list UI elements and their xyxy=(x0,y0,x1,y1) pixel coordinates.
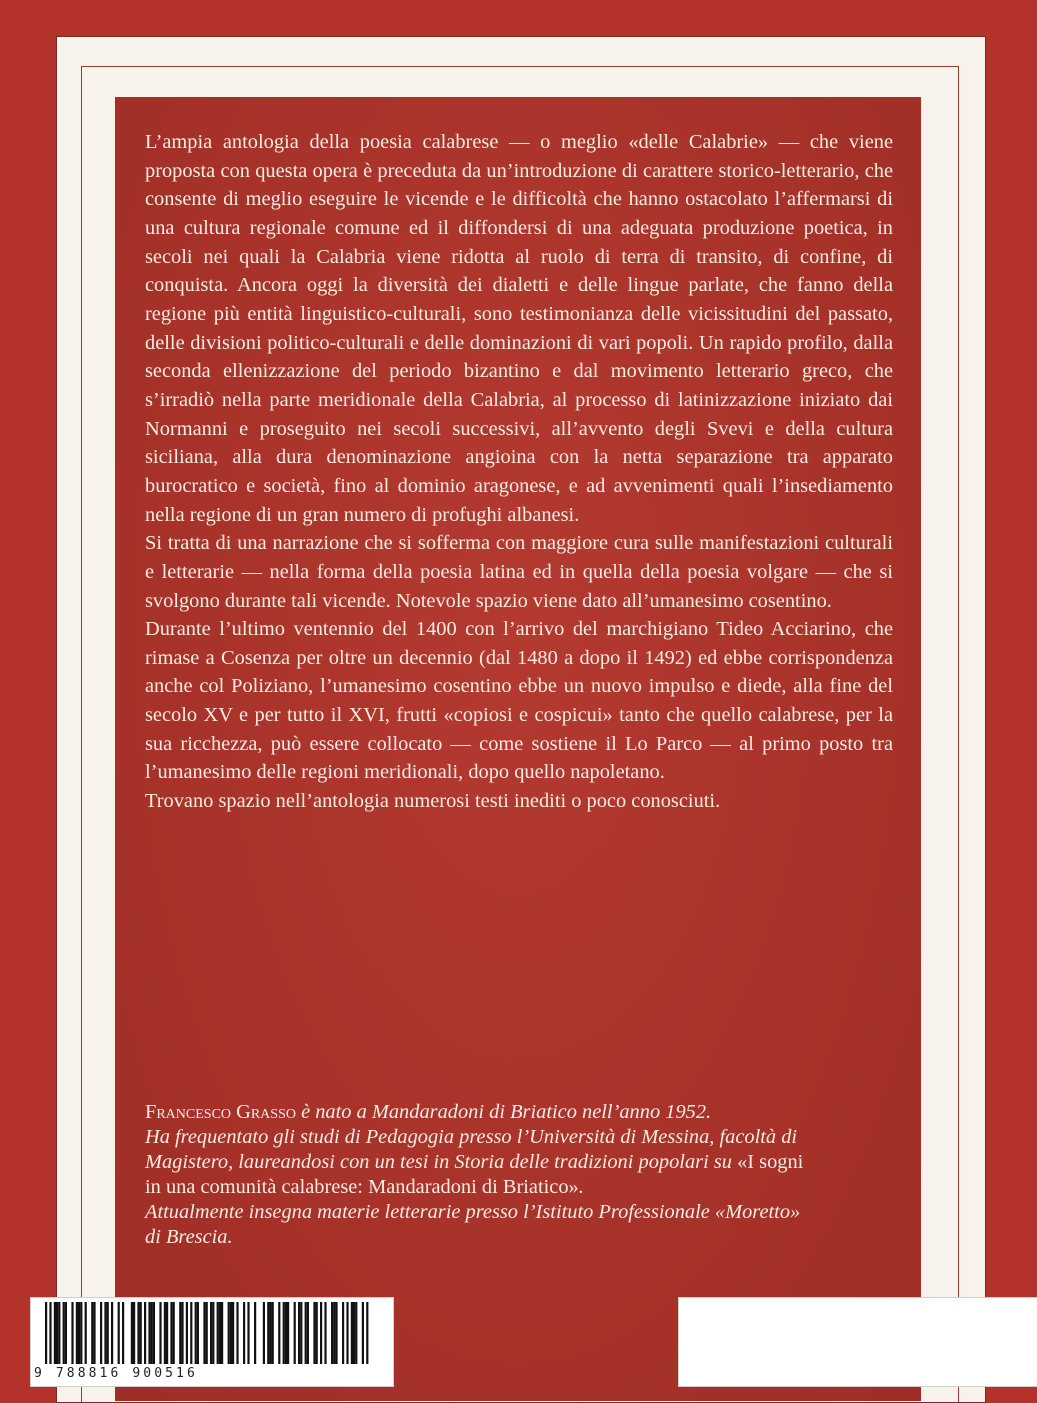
barcode-bar xyxy=(93,1302,95,1364)
barcode-icon xyxy=(31,1298,393,1368)
barcode-bar xyxy=(331,1302,333,1364)
barcode-bar xyxy=(210,1302,212,1364)
barcode-bar xyxy=(263,1302,265,1364)
author-name: Francesco Grasso xyxy=(145,1101,296,1123)
barcode-bar xyxy=(131,1302,133,1364)
blurb-text xyxy=(145,128,893,816)
barcode-bar xyxy=(45,1302,47,1364)
barcode-bar xyxy=(278,1302,280,1364)
barcode-bar xyxy=(267,1302,269,1364)
barcode-bar xyxy=(232,1302,234,1364)
barcode-bar xyxy=(228,1302,230,1364)
barcode-bar xyxy=(351,1302,353,1364)
barcode-bar xyxy=(166,1302,168,1364)
barcode-bar xyxy=(76,1302,78,1364)
barcode-bar xyxy=(366,1302,368,1364)
blurb-paragraph-1: L’ampia antologia della poesia calabrese — o meglio «delle Calabrie» — che viene proposta con questa opera è preceduta da un’introduzione di carattere storico-letterario, che consente di meglio eseguire le vicende e le difficoltà che hanno ostacolato l’affermarsi di una cultura regionale comune ed il diffondersi di una adeguata produzione poetica, in secoli nei quali la Calabria viene ridotta al ruolo di terra di transito, di confine, di conquista. Ancora oggi la diversità dei dialetti e delle lingue parlate, che fanno della regione più entità linguistico-culturali, sono testimonianza delle vicissitudini del passato, delle divisioni politico-culturali e delle dominazioni di vari popoli. Un rapido profilo, dalla seconda ellenizzazione del periodo bizantino e dal movimento letterario greco, che s’irradiò nella parte meridionale della Calabria, al processo di latinizzazione iniziato dai Normanni e proseguito nei secoli successivi, all’avvento degli Svevi e della cultura siciliana, alla dura denominazione angioina con la netta separazione tra apparato burocratico e società, fino al dominio aragonese, e ad avvenimenti quali l’insediamento nella regione di un gran numero di profughi albanesi. xyxy=(145,131,893,526)
barcode-bar xyxy=(140,1302,142,1364)
barcode-bar xyxy=(342,1302,344,1364)
barcode-bar xyxy=(164,1302,166,1364)
barcode-bar xyxy=(144,1302,146,1364)
barcode-bar xyxy=(230,1302,232,1364)
barcode-bar xyxy=(247,1302,249,1364)
barcode-bar xyxy=(219,1302,221,1364)
barcode-bar xyxy=(195,1302,197,1364)
barcode-bar xyxy=(283,1302,285,1364)
isbn-digits: 9 788816 900516 xyxy=(34,1366,198,1381)
bio-line-6: di Brescia. xyxy=(145,1226,233,1248)
barcode-bar xyxy=(254,1302,256,1364)
barcode-bar xyxy=(197,1302,199,1364)
author-bio xyxy=(145,1100,905,1250)
barcode-bar xyxy=(54,1302,56,1364)
barcode-bar xyxy=(217,1302,219,1364)
barcode-bar xyxy=(122,1302,124,1364)
barcode-bar xyxy=(137,1302,139,1364)
barcode-bar xyxy=(80,1302,82,1364)
bio-line-4: in una comunità calabrese: Mandaradoni di Briatico». xyxy=(145,1176,584,1198)
barcode-bar xyxy=(272,1302,274,1364)
barcode-bar xyxy=(78,1302,80,1364)
barcode-bar xyxy=(181,1302,183,1364)
barcode-bar xyxy=(133,1302,135,1364)
barcode-bar xyxy=(236,1302,238,1364)
barcode-bar xyxy=(186,1302,188,1364)
bio-line-3: Magistero, laureandosi con un tesi in Storia delle tradizioni popolari su «I sogni xyxy=(145,1151,804,1173)
barcode-bar xyxy=(118,1302,120,1364)
barcode-bar xyxy=(203,1302,205,1364)
barcode-bar xyxy=(206,1302,208,1364)
barcode-bar xyxy=(56,1302,58,1364)
barcode-bar xyxy=(324,1302,326,1364)
barcode-bar xyxy=(335,1302,337,1364)
barcode-bar xyxy=(212,1302,214,1364)
barcode-bar xyxy=(91,1302,93,1364)
barcode-bar xyxy=(305,1302,307,1364)
price-sticker xyxy=(678,1297,1037,1387)
barcode-bar xyxy=(170,1302,172,1364)
barcode-bar xyxy=(85,1302,87,1364)
barcode-bar xyxy=(49,1302,51,1364)
bio-line-2: Ha frequentato gli studi di Pedagogia presso l’Università di Messina, facoltà di xyxy=(145,1126,798,1148)
blurb-paragraph-4: Trovano spazio nell’antologia numerosi testi inediti o poco conosciuti. xyxy=(145,790,721,813)
barcode-bar xyxy=(148,1302,150,1364)
barcode-bar xyxy=(307,1302,309,1364)
barcode-bar xyxy=(63,1302,65,1364)
barcode-bar xyxy=(362,1302,364,1364)
barcode-bar xyxy=(320,1302,322,1364)
barcode-bar xyxy=(333,1302,335,1364)
barcode-bar xyxy=(58,1302,60,1364)
barcode-bar xyxy=(221,1302,223,1364)
bio-line-1: Francesco Grasso è nato a Mandaradoni di Briatico nell’anno 1952. xyxy=(145,1101,712,1123)
barcode-bar xyxy=(151,1302,153,1364)
blurb-paragraph-2: Si tratta di una narrazione che si sofferma con maggiore cura sulle manifestazioni culturali e letterarie — nella forma della poesia latina ed in quella della poesia volgare — che si svolgono durante tali vicende. Notevole spazio viene dato all’umanesimo cosentino. xyxy=(145,532,893,612)
barcode-bar xyxy=(111,1302,113,1364)
barcode-bar xyxy=(71,1302,73,1364)
barcode-bar xyxy=(243,1302,245,1364)
bio-line-5: Attualmente insegna materie letterarie presso l’Istituto Professionale «Moretto» xyxy=(145,1201,801,1223)
barcode-bar xyxy=(285,1302,287,1364)
barcode-bar xyxy=(346,1302,348,1364)
barcode-bar xyxy=(65,1302,67,1364)
barcode-bar xyxy=(294,1302,296,1364)
barcode-bar xyxy=(353,1302,355,1364)
barcode-bar xyxy=(104,1302,106,1364)
barcode-bar xyxy=(190,1302,192,1364)
barcode-bar xyxy=(355,1302,357,1364)
barcode-bar xyxy=(153,1302,155,1364)
barcode-bar xyxy=(287,1302,289,1364)
barcode-bar xyxy=(173,1302,175,1364)
barcode-bar xyxy=(107,1302,109,1364)
barcode-bar xyxy=(179,1302,181,1364)
barcode-bar xyxy=(159,1302,161,1364)
barcode-bar xyxy=(313,1302,315,1364)
barcode-bar xyxy=(300,1302,302,1364)
barcode-bar xyxy=(100,1302,102,1364)
barcode-bar xyxy=(269,1302,271,1364)
barcode-bar xyxy=(298,1302,300,1364)
barcode-sticker xyxy=(30,1297,394,1387)
barcode-bar xyxy=(316,1302,318,1364)
blurb-paragraph-3: Durante l’ultimo ventennio del 1400 con l’arrivo del marchigiano Tideo Acciarino, che rimase a Cosenza per oltre un decennio (dal 1480 a dopo il 1492) ed ebbe corrispondenza anche col Poliziano, l’umanesimo cosentino ebbe un nuovo impulso e diede, alla fine del secolo XV e per tutto il XVI, frutti «copiosi e cospicui» tanto che quello calabrese, per la sua ricchezza, può essere collocato — come sostiene il Lo Parco — al primo posto tra l’umanesimo delle regioni meridionali, dopo quello napoletano. xyxy=(145,618,893,784)
